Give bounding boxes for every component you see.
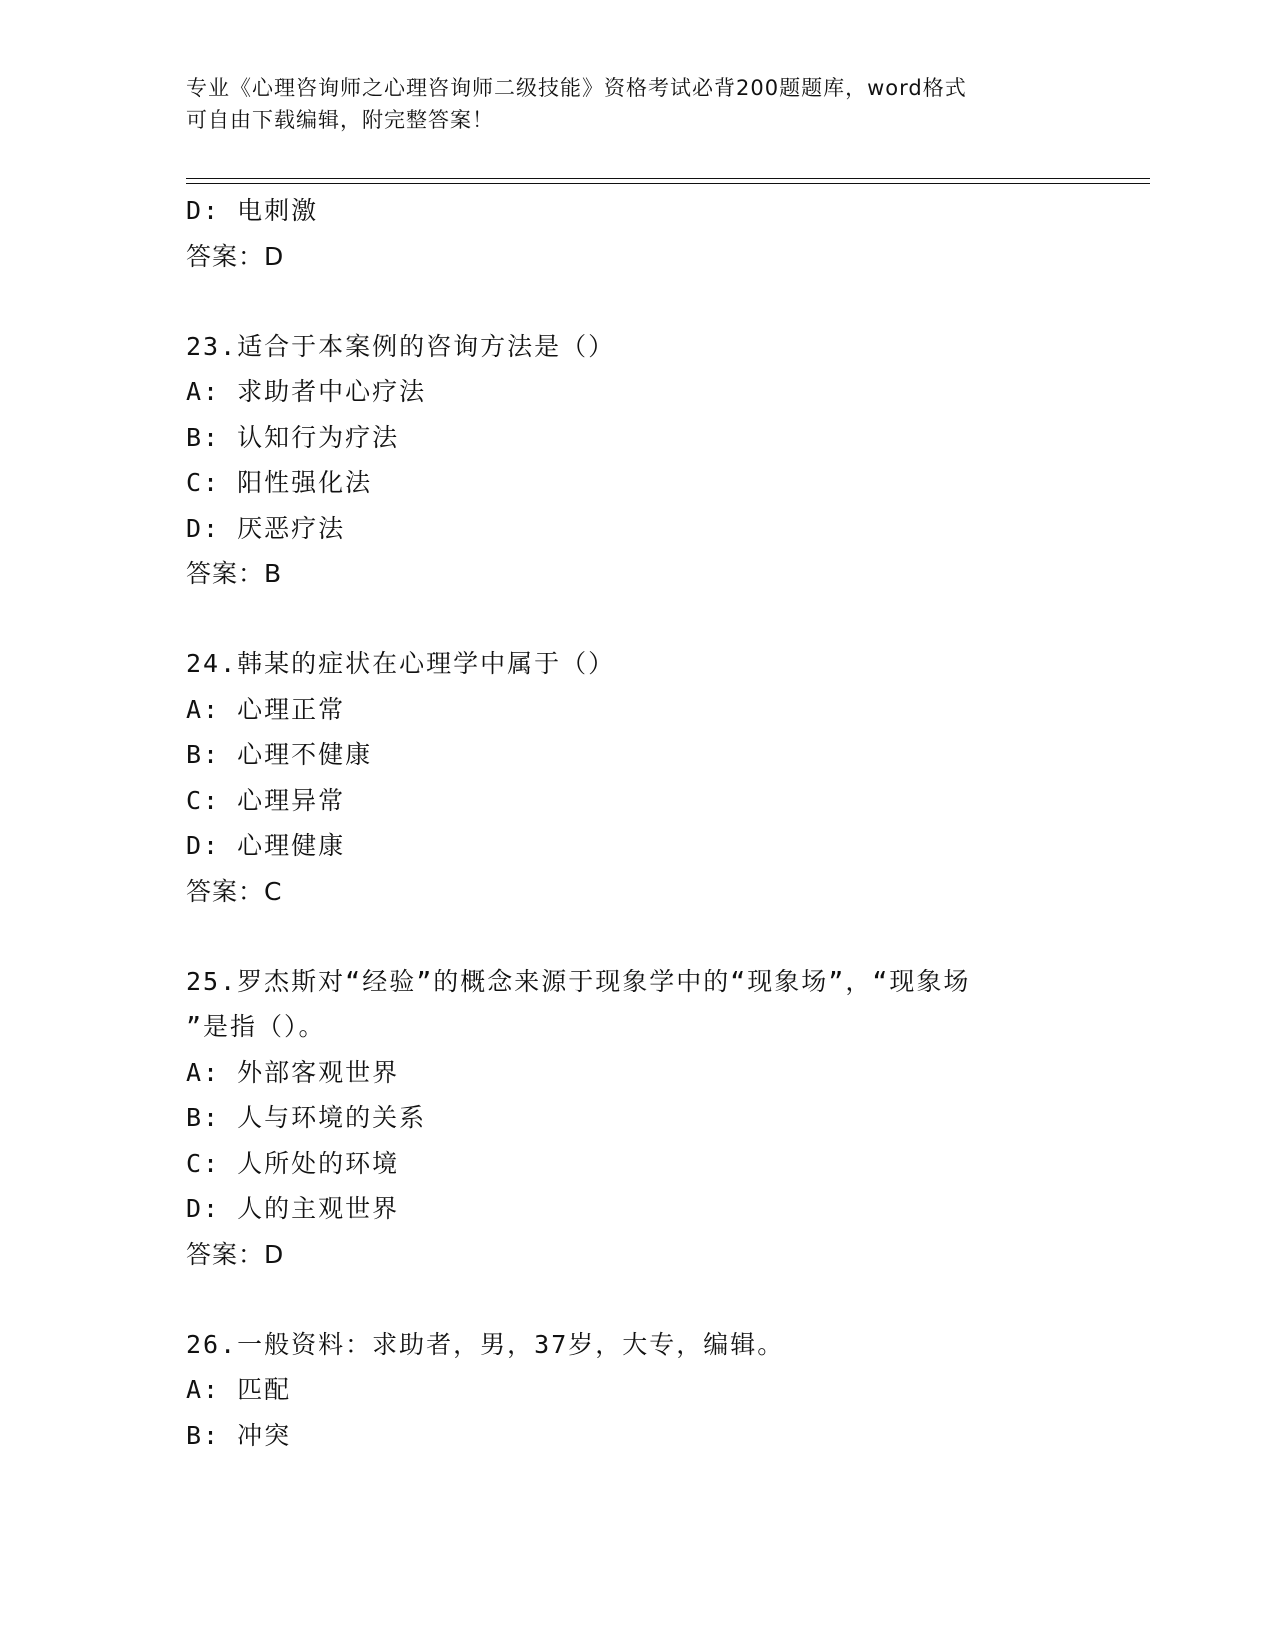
header-title-line-2: 可自由下载编辑，附完整答案！: [186, 108, 494, 132]
answer-line: 答案：C: [186, 876, 283, 906]
option-a: A: 匹配: [186, 1375, 292, 1404]
question-26: [186, 1322, 1086, 1459]
question-25: [186, 959, 1086, 1278]
answer-line: 答案：D: [186, 1239, 285, 1269]
option-b: B: 人与环境的关系: [186, 1103, 427, 1132]
header-divider-top: [186, 178, 1150, 179]
document-header: [186, 72, 1086, 136]
question-24: [186, 641, 1086, 915]
answer-line: 答案：D: [186, 241, 285, 271]
header-title-line-1: 专业《心理咨询师之心理咨询师二级技能》资格考试必背200题题库，word格式: [186, 76, 967, 100]
option-b: B: 心理不健康: [186, 740, 373, 769]
option-a: A: 求助者中心疗法: [186, 377, 427, 406]
question-stem: 23.适合于本案例的咨询方法是（）: [186, 331, 616, 361]
question-stem: 24.韩某的症状在心理学中属于（）: [186, 649, 616, 678]
question-23: [186, 324, 1086, 598]
option-a: A: 外部客观世界: [186, 1057, 400, 1087]
option-b: B: 认知行为疗法: [186, 422, 400, 452]
option-c: C: 人所处的环境: [186, 1148, 400, 1178]
answer-line: 答案：B: [186, 559, 283, 588]
option-d: D: 厌恶疗法: [186, 513, 346, 543]
question-stem: 26.一般资料：求助者，男，37岁，大专，编辑。: [186, 1329, 785, 1359]
option-d: D: 电刺激: [186, 196, 319, 225]
option-c: C: 阳性强化法: [186, 468, 373, 497]
header-divider-bottom: [186, 183, 1150, 184]
option-d: D: 心理健康: [186, 831, 346, 860]
option-b: B: 冲突: [186, 1420, 292, 1450]
question-22-tail: [186, 188, 1086, 280]
option-a: A: 心理正常: [186, 694, 346, 724]
question-stem-line-1: 25.罗杰斯对“经验”的概念来源于现象学中的“现象场”，“现象场: [186, 966, 971, 996]
question-stem-line-2: ”是指（）。: [186, 1012, 326, 1041]
question-list: [186, 188, 1086, 1458]
option-c: C: 心理异常: [186, 785, 346, 815]
option-d: D: 人的主观世界: [186, 1194, 400, 1223]
